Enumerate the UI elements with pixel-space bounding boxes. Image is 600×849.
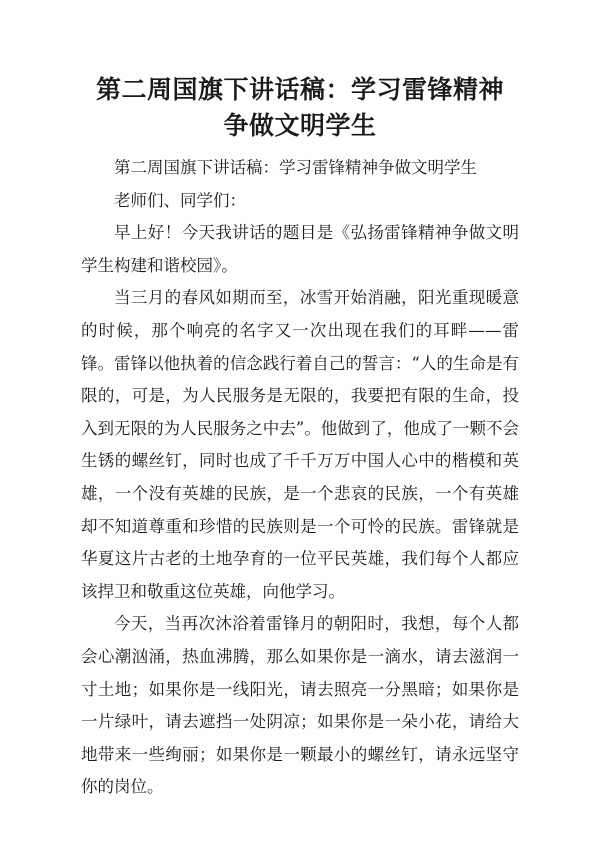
paragraph-call-to-action: 今天，当再次沐浴着雷锋月的朝阳时，我想，每个人都会心潮汹涌，热血沸腾，那么如果你是一滴水，请去滋润一寸土地；如果你是一线阳光，请去照亮一分黑暗；如果你是一片绿叶，请去遮挡一处阴凉；如果你是一朵小花，请给大地带来一些绚丽；如果你是一颗最小的螺丝钉，请永远坚守你的岗位。 — [81, 614, 519, 797]
paragraph-opening: 早上好！今天我讲话的题目是《弘扬雷锋精神争做文明学生构建和谐校园》。 — [81, 223, 519, 275]
document-body — [81, 152, 519, 804]
paragraph-subtitle: 第二周国旗下讲话稿：学习雷锋精神争做文明学生 — [114, 158, 477, 177]
document-title: 第二周国旗下讲话稿：学习雷锋精神 争做文明学生 — [95, 75, 504, 140]
paragraph-greeting: 老师们、同学们： — [114, 190, 246, 210]
paragraph-leifeng: 当三月的春风如期而至，冰雪开始消融，阳光重现暖意的时候，那个响亮的名字又一次出现在我们的耳畔——雷锋。雷锋以他执着的信念践行着自己的誓言：“人的生命是有限的，可是，为人民服务是无限的，我要把有限的生命，投入到无限的为人民服务之中去”。他做到了，他成了一颗不会生锈的螺丝钉，同时也成了千千万万中国人心中的楷模和英雄，一个没有英雄的民族，是一个悲哀的民族，一个有英雄却不知道尊重和珍惜的民族则是一个可怜的民族。雷锋就是华夏这片古老的土地孕育的一位平民英雄，我们每个人都应该捍卫和敬重这位英雄，向他学习。 — [81, 288, 519, 601]
